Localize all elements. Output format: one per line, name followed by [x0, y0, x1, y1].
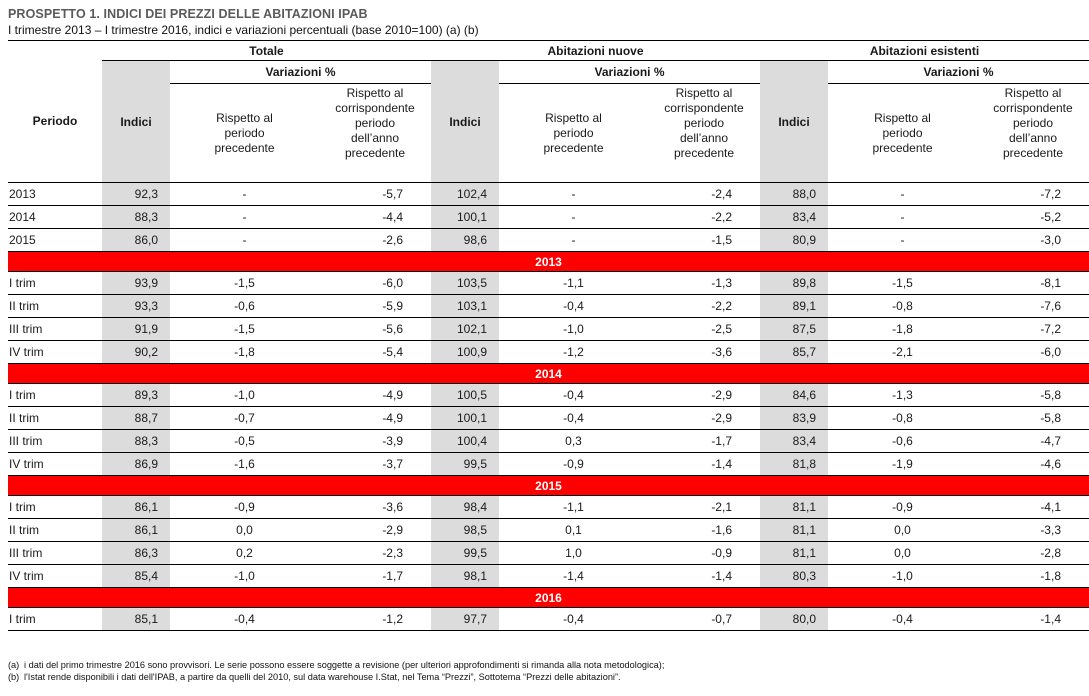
- table-row: [8, 453, 1089, 476]
- variation-cell: 1,0: [499, 542, 648, 565]
- table-row: [8, 496, 1089, 519]
- variation-cell: -1,0: [499, 318, 648, 341]
- header-line: precedente: [214, 140, 275, 155]
- table-row: [8, 318, 1089, 341]
- variation-cell: -2,8: [977, 542, 1089, 565]
- index-cell: 99,5: [431, 542, 499, 565]
- variation-cell: -4,9: [319, 407, 431, 430]
- period-cell: I trim: [8, 384, 102, 407]
- variation-cell: -1,4: [499, 565, 648, 588]
- group-header-row: [8, 41, 1089, 61]
- group-header-nuove: Abitazioni nuove: [431, 41, 760, 61]
- variation-cell: -1,4: [648, 565, 760, 588]
- index-cell: 102,4: [431, 183, 499, 206]
- period-cell: IV trim: [8, 453, 102, 476]
- variation-cell: -1,2: [319, 608, 431, 631]
- variation-cell: -0,7: [648, 608, 760, 631]
- variation-cell: -1,3: [828, 384, 977, 407]
- index-cell: 88,3: [102, 430, 170, 453]
- indici-header-nuove: Indici: [431, 61, 499, 183]
- variation-cell: -4,7: [977, 430, 1089, 453]
- index-cell: 89,1: [760, 295, 828, 318]
- variation-cell: -3,9: [319, 430, 431, 453]
- variation-cell: -4,1: [977, 496, 1089, 519]
- variation-cell: -0,4: [499, 407, 648, 430]
- variazioni-header-esistenti: Variazioni %: [828, 61, 1089, 84]
- index-cell: 83,4: [760, 206, 828, 229]
- header-line: corrispondente: [993, 101, 1073, 115]
- prev-period-header: [499, 84, 648, 183]
- header-line: dell’anno: [350, 131, 400, 145]
- variation-cell: -5,8: [977, 407, 1089, 430]
- variation-cell: -4,9: [319, 384, 431, 407]
- header-line: periodo: [1012, 116, 1054, 130]
- variation-cell: -0,9: [828, 496, 977, 519]
- year-band-row: [8, 476, 1089, 496]
- header-line: precedente: [344, 146, 406, 160]
- variation-cell: -1,3: [648, 272, 760, 295]
- group-header-esistenti: Abitazioni esistenti: [760, 41, 1089, 61]
- index-cell: 103,5: [431, 272, 499, 295]
- variation-cell: -0,4: [499, 608, 648, 631]
- table-row: [8, 519, 1089, 542]
- index-cell: 98,4: [431, 496, 499, 519]
- period-cell: II trim: [8, 295, 102, 318]
- variation-cell: -1,0: [828, 565, 977, 588]
- variation-cell: -: [828, 206, 977, 229]
- index-cell: 93,3: [102, 295, 170, 318]
- variation-cell: -3,6: [648, 341, 760, 364]
- year-band-label: 2016: [8, 588, 1089, 608]
- variation-cell: -2,9: [648, 407, 760, 430]
- index-cell: 97,7: [431, 608, 499, 631]
- indici-header-esistenti: Indici: [760, 61, 828, 183]
- variation-cell: -1,6: [170, 453, 319, 476]
- year-band-label: 2015: [8, 476, 1089, 496]
- index-cell: 81,1: [760, 542, 828, 565]
- header-line: corrispondente: [335, 101, 415, 115]
- index-cell: 93,9: [102, 272, 170, 295]
- index-cell: 86,3: [102, 542, 170, 565]
- table-row: [8, 295, 1089, 318]
- variation-cell: -1,5: [170, 318, 319, 341]
- price-index-table: [8, 40, 1089, 631]
- variation-cell: -8,1: [977, 272, 1089, 295]
- variation-cell: -2,4: [648, 183, 760, 206]
- index-cell: 80,3: [760, 565, 828, 588]
- header-line: precedente: [872, 140, 933, 155]
- variation-cell: 0,0: [828, 519, 977, 542]
- variation-cell: -1,4: [977, 608, 1089, 631]
- table-title: PROSPETTO 1. INDICI DEI PREZZI DELLE ABITAZIONI IPAB: [8, 7, 368, 21]
- variation-cell: -0,5: [170, 430, 319, 453]
- variation-cell: -5,4: [319, 341, 431, 364]
- index-cell: 99,5: [431, 453, 499, 476]
- variation-cell: 0,3: [499, 430, 648, 453]
- variation-cell: -0,8: [828, 295, 977, 318]
- index-cell: 100,1: [431, 206, 499, 229]
- year-band-label: 2014: [8, 364, 1089, 384]
- variation-cell: -2,3: [319, 542, 431, 565]
- variation-cell: -3,3: [977, 519, 1089, 542]
- year-band-row: [8, 252, 1089, 272]
- variation-cell: -1,1: [499, 272, 648, 295]
- variation-cell: -0,9: [170, 496, 319, 519]
- variation-cell: -3,7: [319, 453, 431, 476]
- index-cell: 103,1: [431, 295, 499, 318]
- variation-cell: -: [170, 183, 319, 206]
- variation-cell: -: [499, 206, 648, 229]
- header-line: precedente: [673, 146, 735, 160]
- variation-cell: -1,2: [499, 341, 648, 364]
- index-cell: 87,5: [760, 318, 828, 341]
- variation-cell: -: [499, 183, 648, 206]
- year-band-row: [8, 588, 1089, 608]
- variation-cell: -1,8: [977, 565, 1089, 588]
- variation-cell: -0,7: [170, 407, 319, 430]
- index-cell: 88,7: [102, 407, 170, 430]
- index-cell: 81,1: [760, 496, 828, 519]
- variation-cell: -0,9: [499, 453, 648, 476]
- table-row: [8, 542, 1089, 565]
- variation-cell: -0,4: [499, 295, 648, 318]
- period-cell: I trim: [8, 608, 102, 631]
- variation-cell: -0,4: [170, 608, 319, 631]
- footnote: [8, 659, 664, 671]
- index-cell: 102,1: [431, 318, 499, 341]
- table-body: [8, 183, 1089, 631]
- variation-header-row: [8, 61, 1089, 84]
- variation-cell: -0,9: [648, 542, 760, 565]
- header-line: corrispondente: [664, 101, 744, 115]
- index-cell: 86,9: [102, 453, 170, 476]
- prev-period-header: [828, 84, 977, 183]
- index-cell: 84,6: [760, 384, 828, 407]
- header-line: Rispetto al: [1004, 86, 1062, 100]
- variation-cell: -0,6: [828, 430, 977, 453]
- header-line: periodo: [224, 125, 265, 140]
- header-line: Rispetto al: [346, 86, 404, 100]
- variation-cell: -2,9: [319, 519, 431, 542]
- variation-cell: -0,4: [828, 608, 977, 631]
- index-cell: 98,1: [431, 565, 499, 588]
- header-line: dell’anno: [679, 131, 729, 145]
- footnote-text: i dati del primo trimestre 2016 sono provvisori. Le serie possono essere soggette a revisione (per ulteriori approfondimenti si rimanda alla nota metodologica);: [24, 660, 665, 670]
- variation-cell: -0,4: [499, 384, 648, 407]
- index-cell: 80,0: [760, 608, 828, 631]
- header-line: periodo: [553, 125, 594, 140]
- period-cell: 2015: [8, 229, 102, 252]
- variation-cell: -2,9: [648, 384, 760, 407]
- variation-cell: -5,7: [319, 183, 431, 206]
- table-row: [8, 206, 1089, 229]
- header-line: periodo: [354, 116, 396, 130]
- periodo-header: Periodo: [8, 61, 102, 183]
- period-cell: III trim: [8, 430, 102, 453]
- header-line: Rispetto al: [874, 110, 931, 125]
- table-row: [8, 183, 1089, 206]
- variation-cell: 0,0: [828, 542, 977, 565]
- header-line: Rispetto al: [545, 110, 602, 125]
- variation-cell: -: [828, 183, 977, 206]
- table-row: [8, 407, 1089, 430]
- index-cell: 81,1: [760, 519, 828, 542]
- table-row: [8, 272, 1089, 295]
- variation-cell: -6,0: [977, 341, 1089, 364]
- variation-cell: -1,9: [828, 453, 977, 476]
- variation-cell: -2,2: [648, 206, 760, 229]
- footnote-key: (b): [8, 672, 20, 682]
- index-cell: 81,8: [760, 453, 828, 476]
- variation-cell: -1,0: [170, 384, 319, 407]
- yoy-header: [977, 84, 1089, 183]
- variation-cell: -5,9: [319, 295, 431, 318]
- variation-cell: -7,2: [977, 318, 1089, 341]
- index-cell: 92,3: [102, 183, 170, 206]
- variation-cell: -1,8: [828, 318, 977, 341]
- variation-cell: -5,6: [319, 318, 431, 341]
- table-row: [8, 384, 1089, 407]
- variation-cell: -2,1: [828, 341, 977, 364]
- index-cell: 89,8: [760, 272, 828, 295]
- index-cell: 86,1: [102, 519, 170, 542]
- variation-cell: -: [828, 229, 977, 252]
- index-cell: 100,4: [431, 430, 499, 453]
- footnote-key: (a): [8, 660, 20, 670]
- index-cell: 100,5: [431, 384, 499, 407]
- index-cell: 85,4: [102, 565, 170, 588]
- index-cell: 85,7: [760, 341, 828, 364]
- index-cell: 85,1: [102, 608, 170, 631]
- period-cell: II trim: [8, 407, 102, 430]
- variation-cell: -: [170, 206, 319, 229]
- table-subtitle: I trimestre 2013 – I trimestre 2016, indici e variazioni percentuali (base 2010=100) (a) (b): [8, 23, 479, 37]
- variation-cell: -1,5: [648, 229, 760, 252]
- index-cell: 100,9: [431, 341, 499, 364]
- variation-cell: -1,8: [170, 341, 319, 364]
- index-cell: 88,0: [760, 183, 828, 206]
- variation-cell: -2,6: [319, 229, 431, 252]
- index-cell: 100,1: [431, 407, 499, 430]
- index-cell: 91,9: [102, 318, 170, 341]
- yoy-header: [648, 84, 760, 183]
- period-cell: IV trim: [8, 565, 102, 588]
- variation-cell: -7,2: [977, 183, 1089, 206]
- index-cell: 86,0: [102, 229, 170, 252]
- periodo-header-top: [8, 41, 102, 61]
- variation-cell: -2,2: [648, 295, 760, 318]
- header-line: periodo: [683, 116, 725, 130]
- variation-cell: -2,1: [648, 496, 760, 519]
- sub-header-row: [8, 84, 1089, 183]
- period-cell: II trim: [8, 519, 102, 542]
- variation-cell: -3,0: [977, 229, 1089, 252]
- variation-cell: -1,5: [170, 272, 319, 295]
- period-cell: I trim: [8, 272, 102, 295]
- index-cell: 86,1: [102, 496, 170, 519]
- header-line: precedente: [543, 140, 604, 155]
- variation-cell: -4,4: [319, 206, 431, 229]
- index-cell: 98,5: [431, 519, 499, 542]
- variation-cell: -: [499, 229, 648, 252]
- table-header: [8, 41, 1089, 183]
- table-row: [8, 608, 1089, 631]
- variation-cell: -2,5: [648, 318, 760, 341]
- variation-cell: 0,2: [170, 542, 319, 565]
- variation-cell: -1,0: [170, 565, 319, 588]
- period-cell: III trim: [8, 542, 102, 565]
- header-line: Rispetto al: [675, 86, 733, 100]
- variation-cell: -: [170, 229, 319, 252]
- variation-cell: -6,0: [319, 272, 431, 295]
- variation-cell: -5,8: [977, 384, 1089, 407]
- indici-header-totale: Indici: [102, 61, 170, 183]
- variation-cell: -1,7: [648, 430, 760, 453]
- variazioni-header-totale: Variazioni %: [170, 61, 431, 84]
- variation-cell: 0,0: [170, 519, 319, 542]
- variation-cell: -4,6: [977, 453, 1089, 476]
- variation-cell: -1,7: [319, 565, 431, 588]
- variation-cell: -1,6: [648, 519, 760, 542]
- variation-cell: -1,1: [499, 496, 648, 519]
- variation-cell: -1,5: [828, 272, 977, 295]
- variation-cell: -7,6: [977, 295, 1089, 318]
- table-row: [8, 341, 1089, 364]
- index-cell: 98,6: [431, 229, 499, 252]
- variation-cell: 0,1: [499, 519, 648, 542]
- variation-cell: -0,6: [170, 295, 319, 318]
- index-cell: 88,3: [102, 206, 170, 229]
- group-header-totale: Totale: [102, 41, 431, 61]
- period-cell: IV trim: [8, 341, 102, 364]
- index-cell: 89,3: [102, 384, 170, 407]
- index-cell: 83,4: [760, 430, 828, 453]
- period-cell: 2013: [8, 183, 102, 206]
- year-band-row: [8, 364, 1089, 384]
- header-line: precedente: [1002, 146, 1064, 160]
- table-row: [8, 565, 1089, 588]
- table-row: [8, 430, 1089, 453]
- yoy-header: [319, 84, 431, 183]
- header-line: Rispetto al: [216, 110, 273, 125]
- index-cell: 90,2: [102, 341, 170, 364]
- period-cell: I trim: [8, 496, 102, 519]
- variation-cell: -1,4: [648, 453, 760, 476]
- variation-cell: -3,6: [319, 496, 431, 519]
- index-cell: 83,9: [760, 407, 828, 430]
- table-row: [8, 229, 1089, 252]
- period-cell: III trim: [8, 318, 102, 341]
- year-band-label: 2013: [8, 252, 1089, 272]
- header-line: periodo: [882, 125, 923, 140]
- header-line: dell’anno: [1008, 131, 1058, 145]
- footnote-text: l'Istat rende disponibili i dati dell'IPAB, a partire da quelli del 2010, sul data warehouse I.Stat, nel Tema “Prezzi”, Sottotema “Prezzi delle abitazioni”.: [24, 672, 621, 682]
- variazioni-header-nuove: Variazioni %: [499, 61, 760, 84]
- footnote: [8, 671, 664, 683]
- index-cell: 80,9: [760, 229, 828, 252]
- footnotes: [8, 659, 664, 683]
- variation-cell: -5,2: [977, 206, 1089, 229]
- period-cell: 2014: [8, 206, 102, 229]
- variation-cell: -0,8: [828, 407, 977, 430]
- prev-period-header: [170, 84, 319, 183]
